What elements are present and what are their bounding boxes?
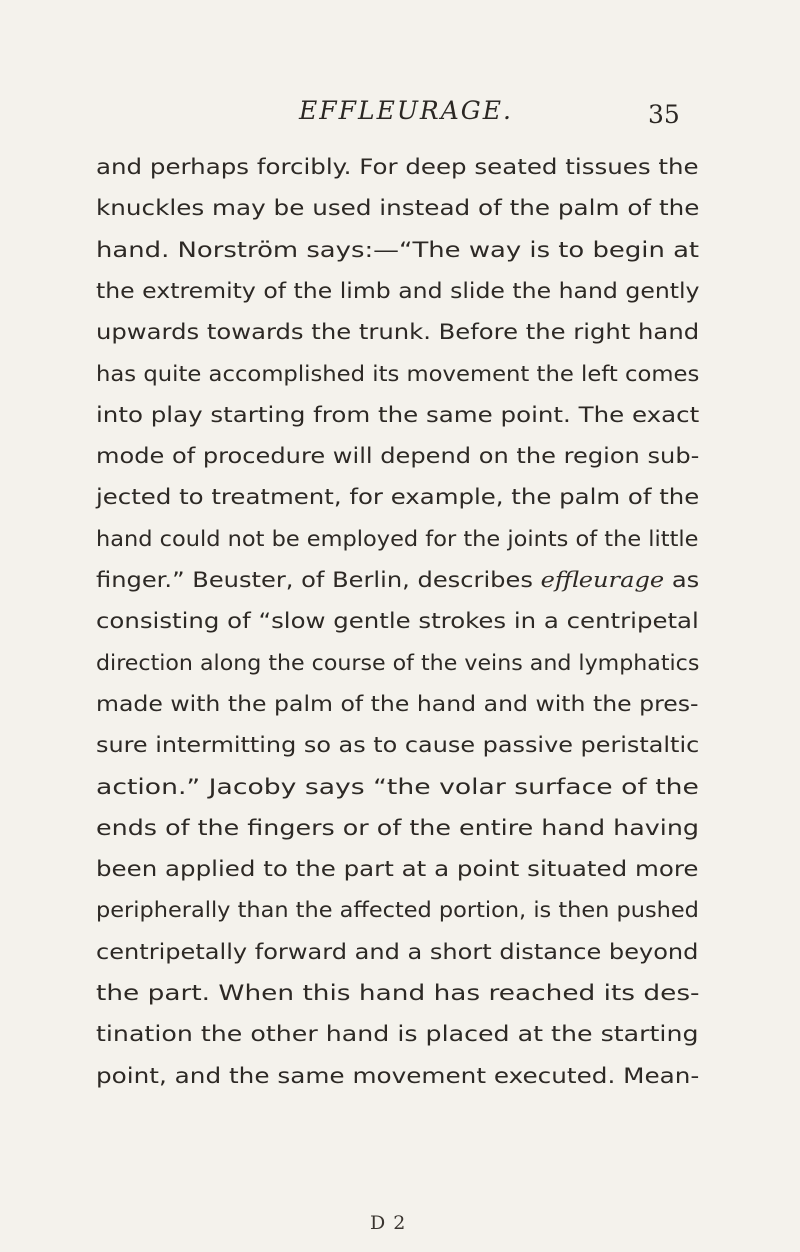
text-segment: as bbox=[664, 568, 700, 593]
text-line: point, and the same movement executed. Mean- bbox=[96, 1063, 700, 1089]
text-line: ends of the fingers or of the entire hand having bbox=[96, 815, 700, 841]
text-segment: finger.” Beuster, of Berlin, describes bbox=[96, 568, 541, 593]
chapter-title: EFFLEURAGE. bbox=[299, 96, 513, 125]
text-line: upwards towards the trunk. Before the right hand bbox=[96, 320, 700, 346]
printer-signature: D 2 bbox=[370, 1212, 407, 1234]
text-line: been applied to the part at a point situated more bbox=[96, 857, 699, 883]
italic-term: effleurage bbox=[540, 568, 665, 593]
text-line: and perhaps forcibly. For deep seated tissues the bbox=[96, 155, 699, 180]
text-line: action.” Jacoby says “the volar surface of the bbox=[96, 774, 699, 800]
text-line: tination the other hand is placed at the starting bbox=[96, 1022, 699, 1048]
text-line: hand could not be employed for the joints of the little bbox=[96, 526, 699, 552]
text-line: the extremity of the limb and slide the hand gently bbox=[96, 278, 700, 304]
text-line: hand. Norström says:—“The way is to begin at bbox=[96, 237, 700, 263]
text-line: consisting of “slow gentle strokes in a centripetal bbox=[96, 609, 699, 635]
text-line: into play starting from the same point. The exact bbox=[96, 402, 700, 428]
running-head bbox=[0, 96, 800, 136]
text-line bbox=[96, 567, 699, 595]
text-line: direction along the course of the veins and lymphatics bbox=[96, 650, 700, 676]
text-line: knuckles may be used instead of the palm of the bbox=[96, 196, 700, 222]
page-number: 35 bbox=[648, 100, 680, 129]
text-line: the part. When this hand has reached its des- bbox=[96, 981, 700, 1006]
text-line: centripetally forward and a short distance beyond bbox=[96, 939, 699, 965]
text-line: peripherally than the affected portion, is then pushed bbox=[96, 898, 699, 924]
text-line: mode of procedure will depend on the region sub- bbox=[96, 444, 700, 470]
text-line: has quite accomplished its movement the left comes bbox=[96, 361, 700, 387]
text-line: jected to treatment, for example, the palm of the bbox=[96, 485, 700, 511]
text-line: sure intermitting so as to cause passive peristaltic bbox=[96, 733, 700, 759]
text-line: made with the palm of the hand and with the pres- bbox=[96, 691, 699, 717]
